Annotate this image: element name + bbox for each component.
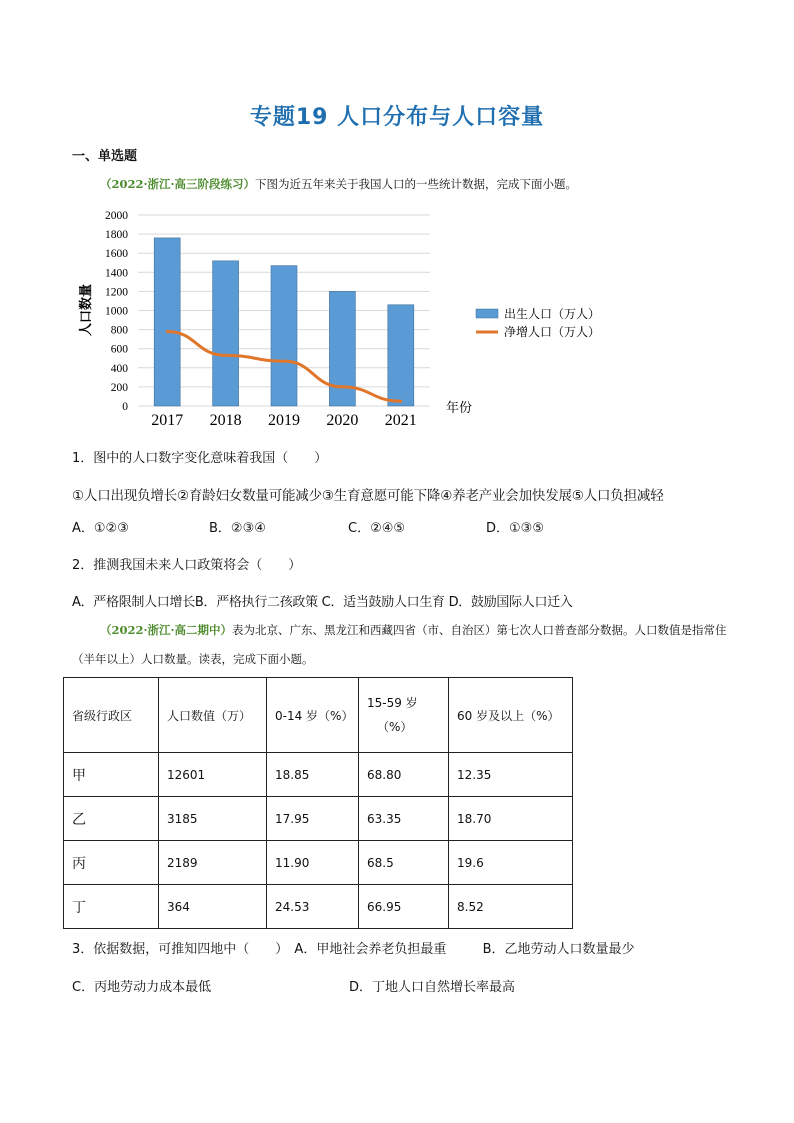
source-tag: （2022·浙江·高二期中） — [100, 623, 233, 637]
option-c[interactable]: C．②④⑤ — [348, 521, 406, 536]
table-cell: 18.70 — [449, 797, 573, 841]
x-axis-label: 年份 — [446, 400, 473, 415]
bar-2018 — [213, 261, 239, 406]
table-header-row — [64, 678, 573, 753]
chart-bars — [154, 238, 414, 406]
chart-legend — [476, 306, 600, 339]
bar-2021 — [388, 305, 414, 406]
y-tick-label: 1000 — [105, 305, 128, 318]
question-1-options — [72, 517, 752, 536]
table-cell: 63.35 — [359, 797, 449, 841]
table-cell: 66.95 — [359, 885, 449, 929]
y-tick-label: 800 — [110, 324, 128, 337]
table-cell: 17.95 — [267, 797, 359, 841]
question-3-options — [72, 976, 752, 995]
table-cell: 24.53 — [267, 885, 359, 929]
legend-label: 净增人口（万人） — [504, 325, 601, 339]
header-line: （%） — [377, 720, 413, 734]
x-tick-label: 2021 — [384, 412, 417, 429]
y-tick-label: 1400 — [105, 267, 128, 280]
intro-text: 下图为近五年来关于我国人口的一些统计数据，完成下面小题。 — [255, 177, 578, 191]
question-1-stem: 1．图中的人口数字变化意味着我国（ ） — [72, 451, 328, 466]
population-chart — [80, 198, 640, 438]
section-heading: 一、单选题 — [72, 149, 138, 164]
chart-ticks — [105, 210, 417, 429]
option-d[interactable]: D．①③⑤ — [486, 521, 544, 536]
table-cell: 11.90 — [267, 841, 359, 885]
table-cell: 丁 — [64, 885, 159, 929]
table-cell: 12.35 — [449, 753, 573, 797]
option-b[interactable]: B．严格执行二孩政策 — [194, 595, 318, 610]
bar-2017 — [154, 238, 180, 406]
table-cell: 364 — [159, 885, 267, 929]
y-tick-label: 1800 — [105, 229, 128, 242]
table-row — [64, 797, 573, 841]
y-tick-label: 1600 — [105, 248, 128, 261]
y-tick-label: 400 — [110, 362, 128, 375]
table-cell: 12601 — [159, 753, 267, 797]
question-intro-1 — [100, 176, 577, 192]
table-row — [64, 841, 573, 885]
x-tick-label: 2017 — [151, 412, 184, 429]
table-cell: 3185 — [159, 797, 267, 841]
y-tick-label: 1200 — [105, 286, 128, 299]
intro-text: 表为北京、广东、黑龙江和西藏四省（市、自治区）第七次人口普查部分数据。人口数值是指常住（半年以上）人口数量。读表，完成下面小题。 — [72, 623, 727, 666]
table-header-cell — [359, 678, 449, 753]
x-tick-label: 2018 — [209, 412, 242, 429]
table-cell: 8.52 — [449, 885, 573, 929]
table-cell: 68.80 — [359, 753, 449, 797]
option-c[interactable]: C．适当鼓励人口生育 — [321, 595, 445, 610]
table-cell: 甲 — [64, 753, 159, 797]
option-d[interactable]: D．鼓励国际人口迁入 — [448, 595, 573, 610]
legend-label: 出生人口（万人） — [504, 307, 601, 321]
y-tick-label: 200 — [110, 381, 128, 394]
table-cell: 68.5 — [359, 841, 449, 885]
question-1-items: ①人口出现负增长②育龄妇女数量可能减少③生育意愿可能下降④养老产业会加快发展⑤人口负担减轻 — [72, 488, 664, 504]
source-tag: （2022·浙江·高三阶段练习） — [100, 177, 256, 191]
question-2-stem: 2．推测我国未来人口政策将会（ ） — [72, 558, 302, 573]
option-a[interactable]: A．甲地社会养老负担最重 — [294, 942, 447, 957]
question-intro-2 — [72, 616, 732, 674]
table-header-cell: 60 岁及以上（%） — [449, 678, 573, 753]
x-tick-label: 2019 — [268, 412, 300, 429]
y-tick-label: 2000 — [105, 210, 128, 222]
option-a[interactable]: A．①②③ — [72, 521, 129, 536]
table-cell: 2189 — [159, 841, 267, 885]
question-3-stem — [72, 938, 635, 957]
census-table — [63, 677, 573, 929]
question-3-text: 3．依据数据，可推知四地中（ ） — [72, 942, 289, 957]
table-cell: 19.6 — [449, 841, 573, 885]
table-header-cell: 省级行政区 — [64, 678, 159, 753]
table-cell: 18.85 — [267, 753, 359, 797]
header-line: 15-59 岁 — [367, 696, 418, 710]
option-d[interactable]: D．丁地人口自然增长率最高 — [349, 980, 516, 995]
table-header-cell: 人口数值（万） — [159, 678, 267, 753]
bar-2019 — [271, 266, 297, 406]
option-b[interactable]: B．②③④ — [209, 521, 266, 536]
page-title: 专题19 人口分布与人口容量 — [249, 105, 545, 130]
x-tick-label: 2020 — [326, 412, 359, 429]
table-row — [64, 885, 573, 929]
option-c[interactable]: C．丙地劳动力成本最低 — [72, 980, 212, 995]
y-tick-label: 600 — [110, 343, 128, 356]
table-cell: 丙 — [64, 841, 159, 885]
option-b[interactable]: B．乙地劳动人口数量最少 — [482, 942, 635, 957]
y-axis-label: 人口数量 — [78, 283, 93, 337]
table-row — [64, 753, 573, 797]
y-tick-label: 0 — [122, 401, 128, 413]
question-2-options — [72, 591, 752, 610]
option-a[interactable]: A．严格限制人口增长 — [72, 595, 195, 610]
table-header-cell: 0-14 岁（%） — [267, 678, 359, 753]
table-cell: 乙 — [64, 797, 159, 841]
legend-bar-swatch — [476, 309, 498, 318]
